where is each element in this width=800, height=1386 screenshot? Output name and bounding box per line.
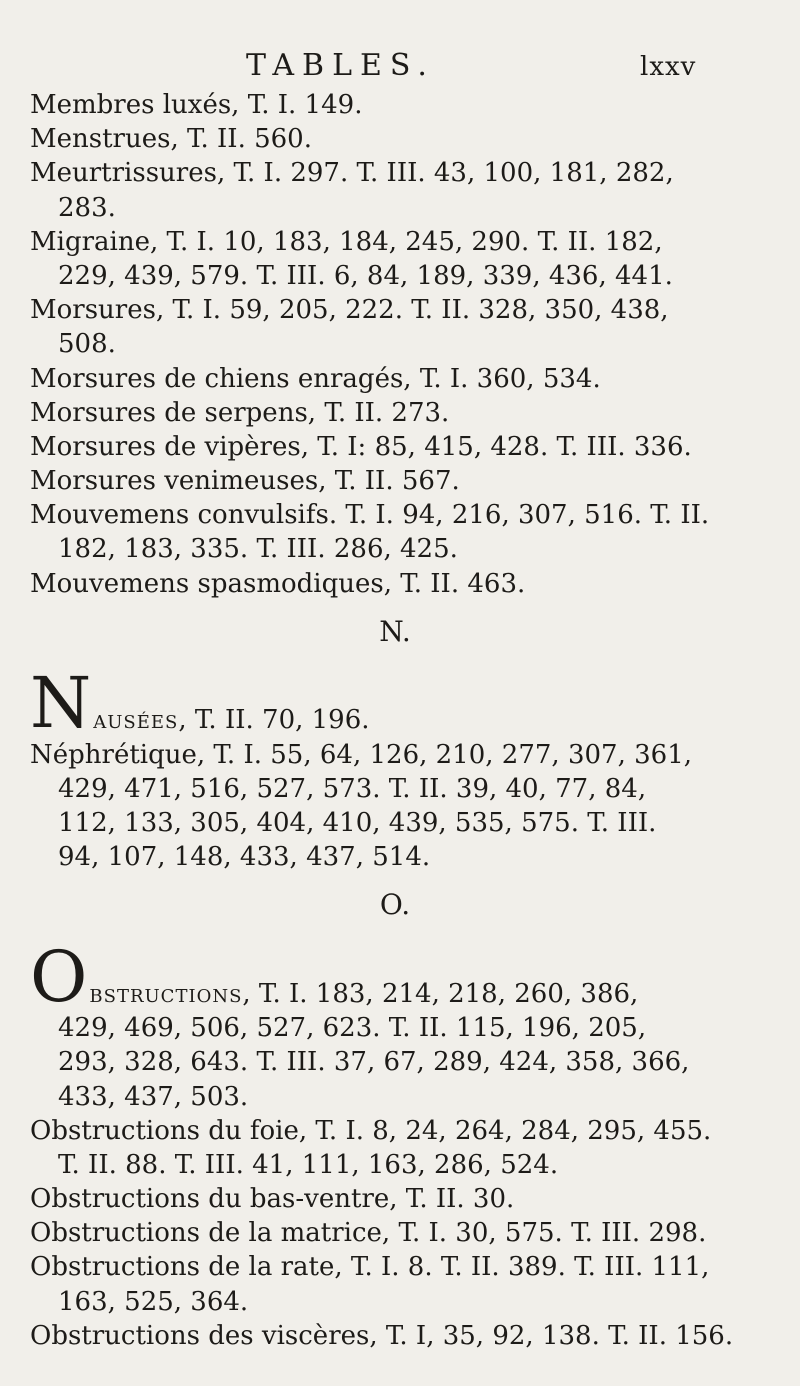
page-number: lxxv	[640, 52, 697, 82]
page-header	[0, 48, 800, 88]
index-line: Néphrétique, T. I. 55, 64, 126, 210, 277, 307, 361,	[30, 739, 692, 770]
index-line: 94, 107, 148, 433, 437, 514.	[58, 842, 431, 873]
entry-references: , T. I. 183, 214, 218, 260, 386,	[242, 978, 639, 1009]
index-line: Morsures de vipères, T. I: 85, 415, 428. T. III. 336.	[30, 431, 692, 462]
index-line: 163, 525, 364.	[58, 1286, 249, 1317]
index-line: Morsures de chiens enragés, T. I. 360, 534.	[30, 363, 601, 394]
index-line: Membres luxés, T. I. 149.	[30, 90, 363, 120]
index-line: Migraine, T. I. 10, 183, 184, 245, 290. T. II. 182,	[30, 226, 663, 257]
index-line: 433, 437, 503.	[58, 1081, 249, 1112]
index-line: Obstructions de la rate, T. I. 8. T. II. 389. T. III. 111,	[30, 1252, 710, 1283]
section-n-first-entry	[30, 662, 730, 745]
index-line: 429, 471, 516, 527, 573. T. II. 39, 40, 77, 84,	[58, 773, 647, 804]
index-line: Morsures venimeuses, T. II. 567.	[30, 466, 460, 497]
index-line: 182, 183, 335. T. III. 286, 425.	[58, 534, 458, 565]
index-line: 429, 469, 506, 527, 623. T. II. 115, 196, 205,	[58, 1013, 647, 1044]
index-line: Obstructions du bas-ventre, T. II. 30.	[30, 1184, 515, 1215]
index-line: Mouvemens spasmodiques, T. II. 463.	[30, 568, 526, 599]
index-line: Morsures de serpens, T. II. 273.	[30, 397, 450, 428]
drop-cap-n: N	[30, 662, 92, 745]
index-line: 283.	[58, 192, 116, 223]
index-line: 508.	[58, 329, 116, 360]
index-line: 293, 328, 643. T. III. 37, 67, 289, 424, 358, 366,	[58, 1047, 690, 1078]
index-line: Meurtrissures, T. I. 297. T. III. 43, 100, 181, 282,	[30, 158, 674, 189]
index-line: Menstrues, T. II. 560.	[30, 124, 312, 155]
index-line: Mouvemens convulsifs. T. I. 94, 216, 307, 516. T. II.	[30, 500, 710, 531]
index-line: Obstructions du foie, T. I. 8, 24, 264, 284, 295, 455.	[30, 1115, 712, 1146]
section-letter-o: O.	[379, 888, 411, 922]
index-entries	[30, 88, 734, 1353]
section-letter-n: N.	[379, 614, 411, 648]
index-line: T. II. 88. T. III. 41, 111, 163, 286, 524.	[58, 1149, 559, 1180]
index-line: Obstructions des viscères, T. I, 35, 92, 138. T. II. 156.	[30, 1320, 734, 1351]
running-title: TABLES.	[246, 48, 435, 83]
entry-references: , T. II. 70, 196.	[178, 705, 370, 736]
entry-lead-word: bstructions	[89, 978, 243, 1009]
entry-lead-word: ausées	[93, 705, 179, 736]
section-o-first-entry	[30, 935, 730, 1018]
index-line: Morsures, T. I. 59, 205, 222. T. II. 328, 350, 438,	[30, 295, 669, 326]
drop-cap-o: O	[30, 935, 88, 1018]
index-line: 229, 439, 579. T. III. 6, 84, 189, 339, 436, 441.	[58, 260, 673, 291]
index-line: Obstructions de la matrice, T. I. 30, 575. T. III. 298.	[30, 1218, 707, 1249]
index-line: 112, 133, 305, 404, 410, 439, 535, 575. T. III.	[58, 807, 657, 838]
